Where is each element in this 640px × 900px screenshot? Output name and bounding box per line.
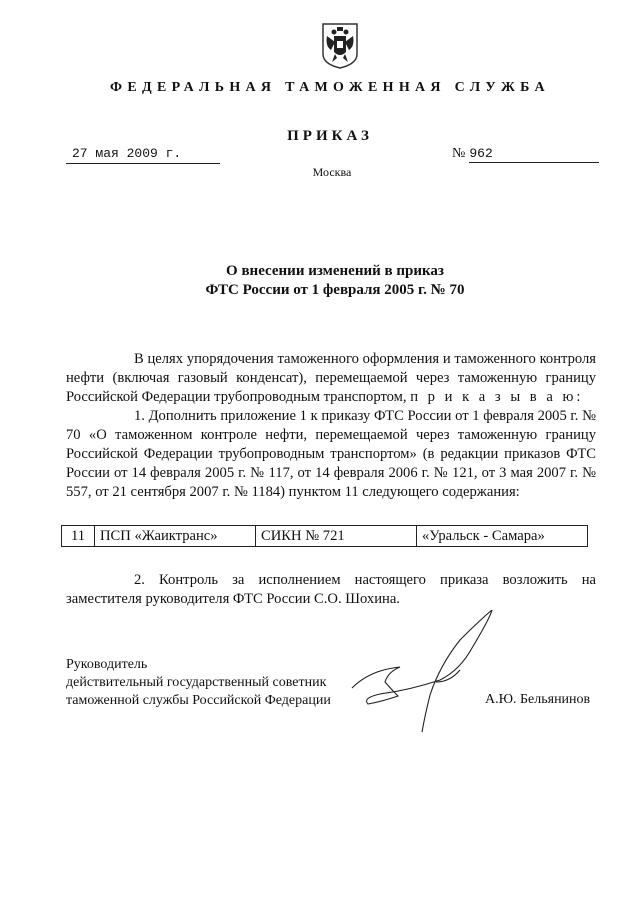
- order-subject: [0, 262, 640, 300]
- preamble-text: В целях упорядочения таможенного оформления и таможенного контроля нефти (включая газовый конденсат), перемещаемой через таможенную границу Российской Федерации трубопроводным транспортом,: [66, 351, 596, 405]
- document-type: ПРИКАЗ: [287, 128, 373, 144]
- preamble-paragraph: [66, 350, 596, 407]
- number-sign: №: [452, 146, 466, 161]
- subject-line-2: ФТС России от 1 февраля 2005 г. № 70: [205, 282, 465, 298]
- table-cell-meter: СИКН № 721: [256, 526, 417, 547]
- handwritten-signature-icon: [340, 610, 510, 735]
- order-number-value: 962: [469, 146, 599, 163]
- agency-name: ФЕДЕРАЛЬНАЯ ТАМОЖЕННАЯ СЛУЖБА: [110, 80, 550, 95]
- signatory-title-line-1: Руководитель: [66, 657, 148, 672]
- order-date-value: 27 мая 2009 г.: [72, 146, 182, 161]
- city: Москва: [312, 165, 352, 179]
- signatory-title-line-2: действительный государственный советник: [66, 675, 327, 690]
- signatory-title-line-3: таможенной службы Российской Федерации: [66, 693, 331, 708]
- subject-line-1: О внесении изменений в приказ: [226, 263, 444, 279]
- insert-table: [61, 525, 588, 547]
- table-cell-pipeline: «Уральск - Самара»: [417, 526, 588, 547]
- item-1-paragraph: 1. Дополнить приложение 1 к приказу ФТС России от 1 февраля 2005 г. № 70 «О таможенном контроле нефти, перемещаемой через таможенную границу Российской Федерации трубопроводным транспортом» (в редакции приказов ФТС России от 14 февраля 2005 г. № 117, от 14 февраля 2006 г. № 121, от 3 мая 2007 г. № 557, от 21 сентября 2007 г. № 1184) пунктом 11 следующего содержания:: [66, 408, 596, 500]
- table-row: [62, 526, 588, 547]
- coat-of-arms-icon: [315, 18, 365, 70]
- table-cell-number: 11: [62, 526, 95, 547]
- item-2-paragraph: 2. Контроль за исполнением настоящего приказа возложить на заместителя руководителя ФТС России С.О. Шохина.: [66, 572, 596, 607]
- signatory-title: [66, 656, 331, 710]
- order-date: [66, 146, 220, 164]
- order-number: [452, 146, 599, 163]
- signer-name: А.Ю. Бельянинов: [485, 692, 591, 707]
- command-word: п р и к а з ы в а ю:: [410, 389, 584, 405]
- table-cell-station: ПСП «Жаиктранс»: [95, 526, 256, 547]
